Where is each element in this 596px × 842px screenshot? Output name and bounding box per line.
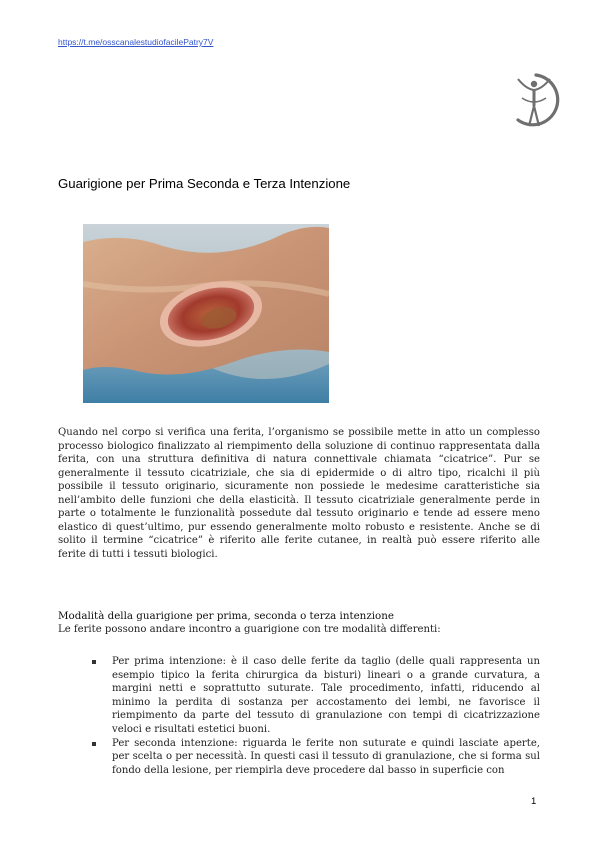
section-heading: Modalità della guarigione per prima, seconda o terza intenzione [58,610,394,622]
healing-modes-list [92,655,540,777]
list-item-text: Per prima intenzione: è il caso delle ferite da taglio (delle quali rappresenta un esempio tipico la ferita chirurgica da bisturi) lineari o a grande curvatura, a margini netti e soprattutto suturate. Tale procedimento, infatti, riducendo al minimo la perdita di sostanza per accostamento dei lembi, ne favorisce il riempimento da parte del tessuto di granulazione con tempi di cicatrizzazione veloci e risultati estetici buoni. [112,656,540,735]
human-figure-logo-icon [506,70,564,130]
list-item-text: Per seconda intenzione: riguarda le ferite non suturate e quindi lasciate aperte, per scelta o per necessità. In questi casi il tessuto di granulazione, che si forma sul fondo della lesione, per riempirla deve procedere dal basso in superficie con [112,737,540,776]
section-intro: Le ferite possono andare incontro a guarigione con tre modalità differenti: [58,624,441,635]
telegram-link[interactable]: https://t.me/osscanalestudiofacilePatry7V [58,37,214,47]
square-bullet-icon [92,660,96,664]
list-item [92,655,540,737]
intro-paragraph: Quando nel corpo si verifica una ferita, l’organismo se possibile mette in atto un complesso processo biologico finalizzato al riempimento della soluzione di continuo rappresentata dalla ferita, con una struttura definitiva di natura connettivale chiamata “cicatrice”. Pur se generalmente il tessuto cicatriziale, che sia di epidermide o di altro tipo, ricalchi il più possibile il tessuto originario, sicuramente non possiede le medesime caratteristiche sia nell’ambito delle funzioni che della elasticità. Il tessuto cicatriziale generalmente perde in parte o totalmente le funzionalità possedute dal tessuto originario e tende ad essere meno elastico di quest’ultimo, pur essendo generalmente molto robusto e resistente. Anche se di solito il termine “cicatrice” è riferito alle ferite cutanee, in realtà può essere riferito alle ferite di tutti i tessuti biologici. [58,427,540,560]
page-number: 1 [531,796,537,807]
square-bullet-icon [92,742,96,746]
list-item [92,737,540,778]
document-title: Guarigione per Prima Seconda e Terza Intenzione [58,176,351,191]
wound-photo [83,224,329,403]
